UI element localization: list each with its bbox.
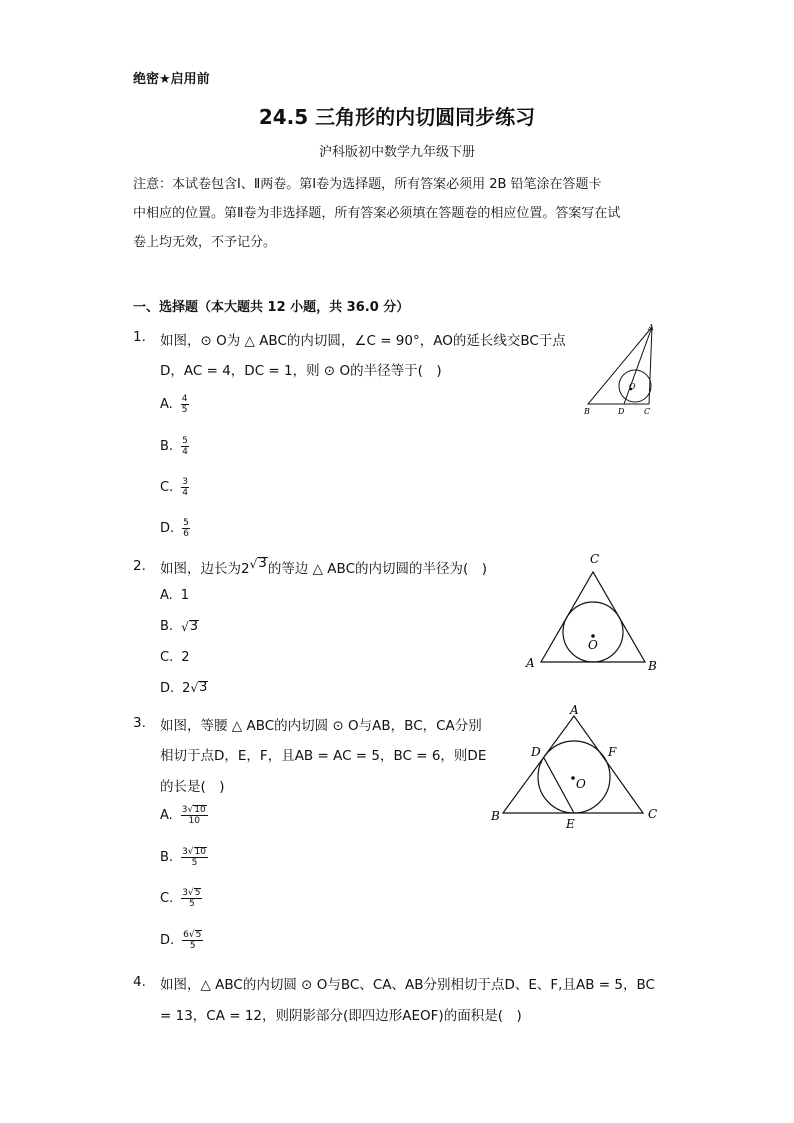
label-d: D [531, 745, 541, 759]
coefficient: 3 [182, 888, 188, 898]
question-number: 1. [133, 329, 146, 345]
label-b: B [584, 407, 590, 416]
coefficient: 2 [182, 681, 191, 696]
numerator: 4 [181, 394, 188, 404]
option-label: A. [160, 808, 173, 823]
option-label: B. [160, 619, 174, 634]
confidential-label: 绝密★启用前 [133, 72, 210, 87]
coefficient: 3 [181, 805, 188, 815]
label-c: C [644, 407, 651, 416]
center-point [571, 776, 575, 780]
option-a[interactable] [160, 588, 189, 603]
question-text-part: 的等边 △ ABC的内切圆的半径为( ) [267, 561, 488, 577]
denominator: 5 [181, 405, 188, 415]
option-label: D. [160, 933, 175, 948]
fraction [182, 930, 203, 951]
label-b: B [648, 659, 657, 673]
denominator: 4 [182, 488, 188, 498]
label-b: B [491, 809, 500, 823]
label-c: C [648, 807, 658, 821]
fraction [181, 888, 202, 909]
option-label: C. [160, 891, 174, 906]
numerator: 3 √ 10 [182, 847, 206, 857]
option-a[interactable] [160, 805, 208, 826]
option-value: 1 [180, 588, 190, 603]
option-b[interactable] [160, 619, 199, 634]
option-label: B. [160, 850, 174, 865]
option-label: C. [160, 480, 174, 495]
figure-q1 [578, 318, 668, 420]
question-3-text: 的长是( ) [160, 779, 225, 795]
option-label: D. [160, 681, 175, 696]
label-a: A [648, 323, 654, 332]
denominator: 10 [188, 816, 200, 826]
option-label: A. [160, 397, 173, 412]
radicand: 10 [194, 805, 206, 815]
label-o: O [629, 382, 636, 391]
line-ad [624, 327, 652, 404]
denominator: 5 [189, 941, 196, 951]
fraction [181, 394, 189, 415]
question-1-text: 如图，⊙ O为 △ ABC的内切圆，∠C = 90°，AO的延长线交BC于点 [160, 333, 566, 349]
option-b[interactable] [160, 847, 208, 868]
question-text-part: 如图，边长为2 [160, 561, 250, 577]
question-4-text: 如图，△ ABC的内切圆 ⊙ O与BC、CA、AB分别相切于点D、E、F,且AB = 5，BC [160, 977, 655, 993]
option-label: D. [160, 521, 175, 536]
label-a: A [526, 656, 535, 670]
incircle [563, 602, 623, 662]
numerator: 5 [183, 518, 189, 528]
triangle-abc [503, 716, 643, 813]
radicand: 10 [194, 847, 206, 857]
option-label: A. [160, 588, 173, 603]
question-2-text [160, 557, 487, 577]
question-number: 3. [133, 715, 146, 731]
radicand: 3 [189, 618, 198, 634]
question-3-text: 相切于点D，E，F，且AB = AC = 5，BC = 6，则DE [160, 748, 487, 764]
question-3-text: 如图，等腰 △ ABC的内切圆 ⊙ O与AB，BC，CA分别 [160, 718, 482, 734]
option-d[interactable] [160, 681, 208, 696]
option-value: 2 [181, 650, 190, 665]
question-4-text: = 13，CA = 12，则阴影部分(即四边形AEOF)的面积是( ) [160, 1008, 522, 1024]
notice-line: 卷上均无效，不予记分。 [133, 235, 277, 250]
option-c[interactable] [160, 888, 202, 909]
numerator: 3 [182, 477, 188, 487]
option-c[interactable] [160, 650, 190, 665]
label-c: C [590, 552, 600, 566]
sqrt: √ 3 [249, 555, 267, 571]
section-heading: 一、选择题（本大题共 12 小题，共 36.0 分） [133, 300, 410, 315]
exam-notice [133, 170, 663, 257]
figure-q3 [486, 700, 664, 834]
question-number: 2. [133, 558, 146, 574]
radicand: 5 [194, 888, 201, 898]
sqrt: 2 √ 3 [182, 680, 208, 696]
notice-line: 中相应的位置。第Ⅱ卷为非选择题，所有答案必须填在答题卷的相应位置。答案写在试 [133, 206, 621, 221]
radicand: 3 [258, 555, 267, 571]
page-title: 24.5 三角形的内切圆同步练习 [258, 105, 536, 129]
label-a: A [570, 703, 579, 717]
figure-q2 [520, 548, 666, 676]
option-label: C. [160, 650, 174, 665]
option-b[interactable] [160, 436, 189, 457]
numerator: 5 [182, 436, 188, 446]
fraction [181, 436, 189, 457]
option-a[interactable] [160, 394, 189, 415]
denominator: 5 [191, 858, 198, 868]
option-c[interactable] [160, 477, 189, 498]
notice-line: 注意：本试卷包含Ⅰ、Ⅱ两卷。第Ⅰ卷为选择题，所有答案必须用 2B 铅笔涂在答题卡 [133, 177, 602, 192]
option-label: B. [160, 439, 174, 454]
label-o: O [576, 777, 586, 791]
radicand: 3 [199, 680, 208, 695]
fraction [182, 518, 190, 539]
coefficient: 6 [183, 930, 189, 940]
option-d[interactable] [160, 930, 203, 951]
numerator: 3 √ 10 [181, 805, 206, 815]
label-d: D [618, 407, 625, 416]
label-e: E [566, 817, 575, 831]
numerator: 6 √ 5 [183, 930, 202, 940]
fraction [181, 477, 189, 498]
question-1-text: D，AC = 4，DC = 1，则 ⊙ O的半径等于( ) [160, 363, 442, 379]
option-d[interactable] [160, 518, 190, 539]
label-o: O [588, 638, 598, 652]
coefficient: 3 [182, 847, 188, 857]
label-f: F [608, 745, 617, 759]
fraction [181, 805, 208, 826]
page-subtitle: 沪科版初中数学九年级下册 [318, 145, 475, 160]
denominator: 6 [183, 529, 189, 539]
denominator: 5 [188, 899, 195, 909]
sqrt: √ 3 [181, 618, 198, 634]
fraction [181, 847, 208, 868]
numerator: 3 √ 5 [182, 888, 201, 898]
question-number: 4. [133, 974, 146, 990]
radicand: 5 [195, 930, 202, 940]
denominator: 4 [182, 447, 188, 457]
segment-de [544, 758, 574, 813]
